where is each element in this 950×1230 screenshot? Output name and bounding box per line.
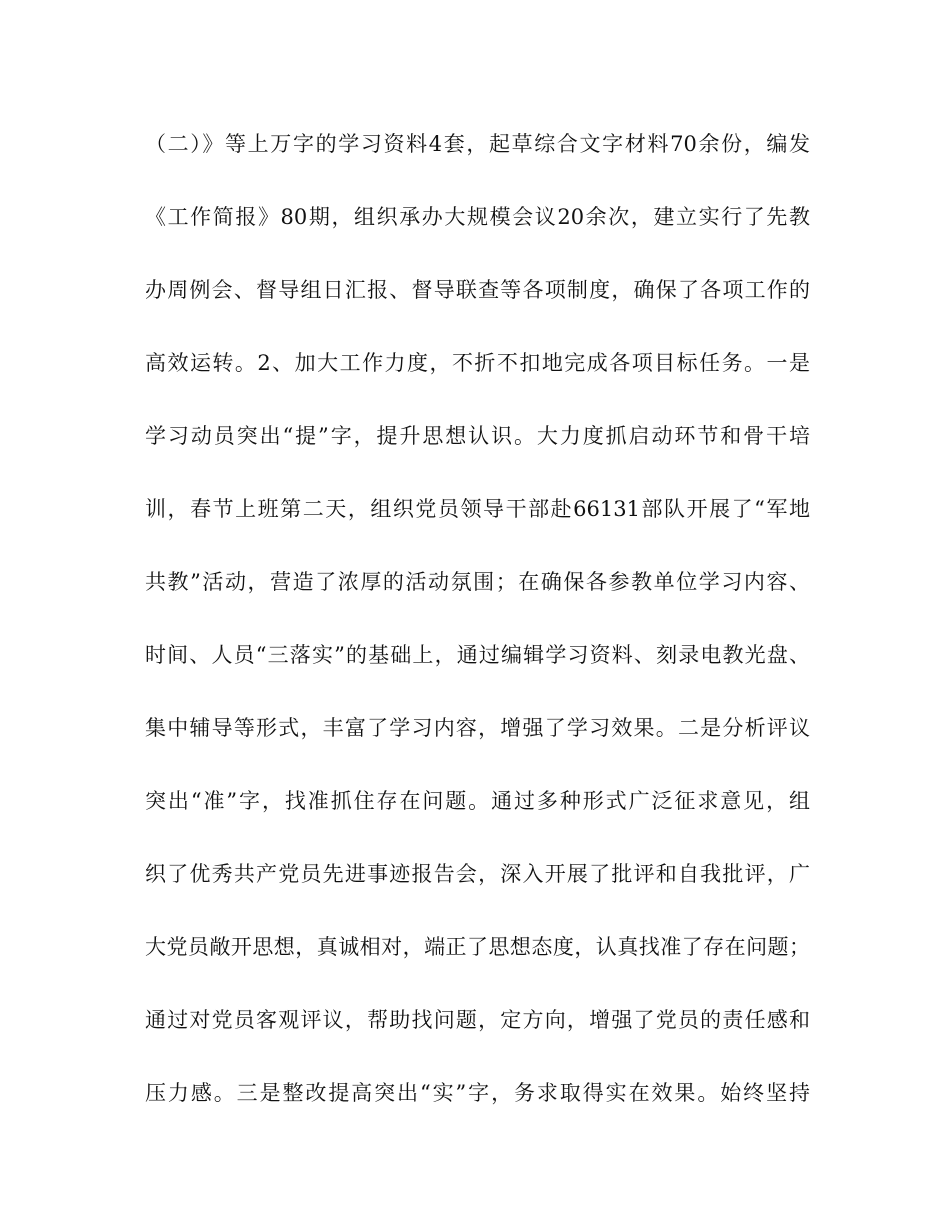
body-text xyxy=(145,124,810,1146)
text-line-10: 突出“准”字，找准抓住存在问题。通过多种形式广泛征求意见，组 xyxy=(145,789,810,813)
text-line-2: 《工作简报》80期，组织承办大规模会议20余次，建立实行了先教 xyxy=(145,205,810,229)
text-line-4: 高效运转。2、加大工作力度，不折不扣地完成各项目标任务。一是 xyxy=(145,351,810,375)
text-line-1: （二）》等上万字的学习资料4套，起草综合文字材料70余份，编发 xyxy=(145,132,810,156)
text-line-6: 训，春节上班第二天，组织党员领导干部赴66131部队开展了“军地 xyxy=(145,497,810,521)
text-line-9: 集中辅导等形式，丰富了学习内容，增强了学习效果。二是分析评议 xyxy=(145,716,810,740)
text-line-3: 办周例会、督导组日汇报、督导联查等各项制度，确保了各项工作的 xyxy=(145,278,810,302)
text-line-8: 时间、人员“三落实”的基础上，通过编辑学习资料、刻录电教光盘、 xyxy=(145,643,810,667)
text-line-12: 大党员敞开思想，真诚相对，端正了思想态度，认真找准了存在问题； xyxy=(145,935,810,959)
text-line-13: 通过对党员客观评议，帮助找问题，定方向，增强了党员的责任感和 xyxy=(145,1008,810,1032)
text-line-7: 共教”活动，营造了浓厚的活动氛围；在确保各参教单位学习内容、 xyxy=(145,570,810,594)
text-line-5: 学习动员突出“提”字，提升思想认识。大力度抓启动环节和骨干培 xyxy=(145,424,810,448)
text-line-14: 压力感。三是整改提高突出“实”字，务求取得实在效果。始终坚持 xyxy=(145,1081,810,1105)
text-line-11: 织了优秀共产党员先进事迹报告会，深入开展了批评和自我批评，广 xyxy=(145,862,810,886)
